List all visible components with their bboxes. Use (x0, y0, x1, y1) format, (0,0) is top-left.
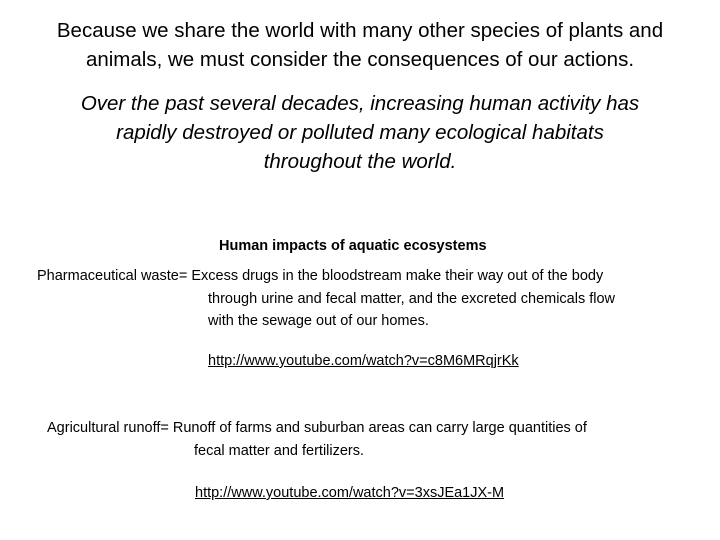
observation-line-1: Over the past several decades, increasing human activity has (80, 92, 640, 115)
pharmaceutical-waste-paragraph (37, 265, 615, 333)
observation-line-2: rapidly destroyed or polluted many ecological habitats (116, 121, 604, 144)
pharmaceutical-line-1: Pharmaceutical waste= Excess drugs in the bloodstream make their way out of the body (37, 268, 604, 284)
agricultural-line-1: Agricultural runoff= Runoff of farms and suburban areas can carry large quantities of (47, 420, 587, 436)
intro-line-2: animals, we must consider the consequences of our actions. (85, 48, 635, 71)
pharmaceutical-line-3: with the sewage out of our homes. (208, 313, 429, 329)
agricultural-line-2: fecal matter and fertilizers. (194, 442, 365, 459)
intro-paragraph (20, 16, 700, 74)
pharmaceutical-video-link[interactable]: http://www.youtube.com/watch?v=c8M6MRqjrKk (208, 353, 519, 369)
intro-line-1: Because we share the world with many other species of plants and (56, 19, 664, 42)
section-heading: Human impacts of aquatic ecosystems (219, 238, 487, 254)
observation-paragraph (30, 89, 690, 176)
agricultural-video-link[interactable]: http://www.youtube.com/watch?v=3xsJEa1JX-M (195, 485, 505, 501)
pharmaceutical-line-2: through urine and fecal matter, and the excreted chemicals flow (208, 290, 616, 307)
observation-line-3: throughout the world. (263, 150, 457, 173)
agricultural-runoff-paragraph (47, 417, 587, 462)
